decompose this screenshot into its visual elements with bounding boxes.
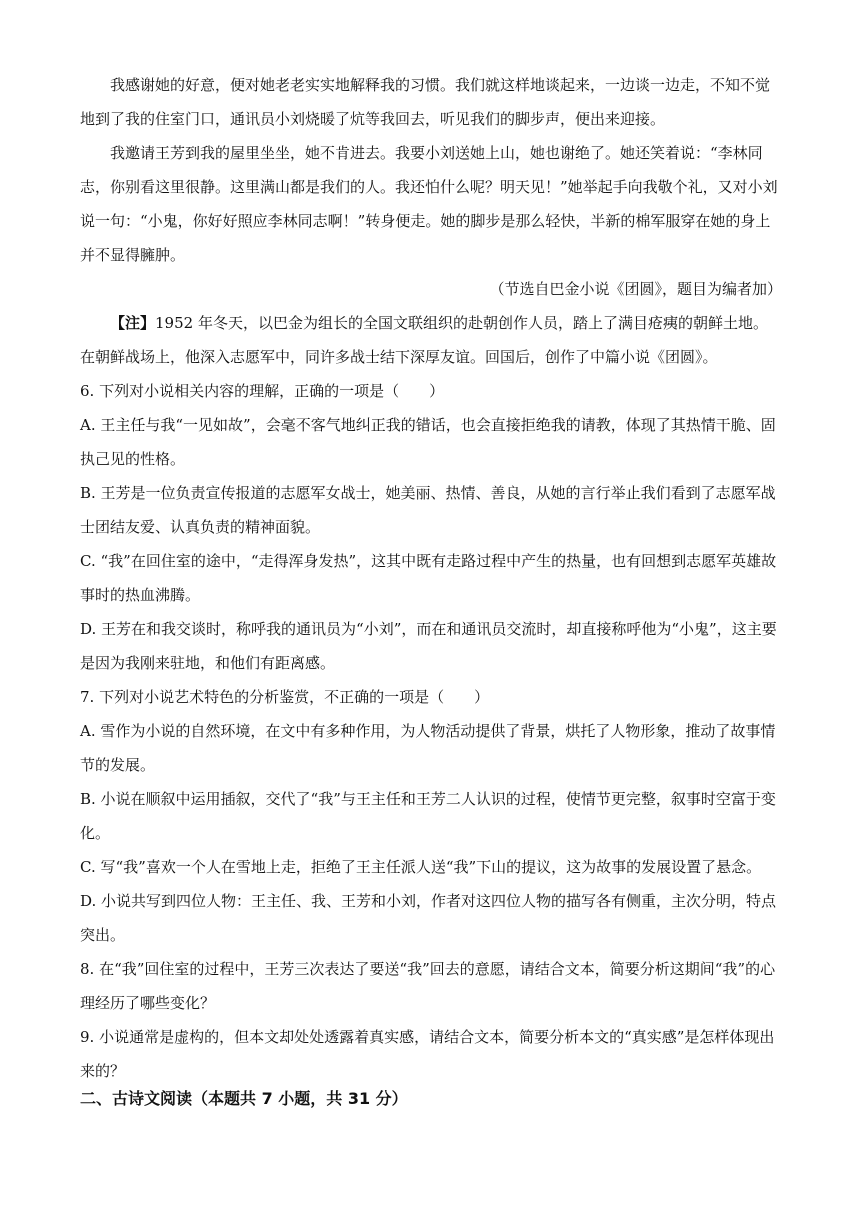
question-6-option-b: B. 王芳是一位负责宣传报道的志愿军女战士，她美丽、热情、善良，从她的言行举止我们看到了志愿军战士团结友爱、认真负责的精神面貌。 — [80, 484, 776, 536]
question-7-option-a: A. 雪作为小说的自然环境，在文中有多种作用，为人物活动提供了背景，烘托了人物形象，推动了故事情节的发展。 — [80, 722, 776, 774]
story-paragraph-2: 我邀请王芳到我的屋里坐坐，她不肯进去。我要小刘送她上山，她也谢绝了。她还笑着说：“李林同志，你别看这里很静。这里满山都是我们的人。我还怕什么呢？明天见！”她举起手向我敬个礼，又对小刘说一句：“小鬼，你好好照应李林同志啊！”转身便走。她的脚步是那么轻快，半新的棉军服穿在她的身上并不显得臃肿。 — [80, 144, 778, 264]
question-7-option-b: B. 小说在顺叙中运用插叙，交代了“我”与王主任和王芳二人认识的过程，使情节更完整，叙事时空富于变化。 — [80, 790, 776, 842]
question-6-option-d: D. 王芳在和我交谈时，称呼我的通讯员为“小刘”，而在和通讯员交流时，却直接称呼他为“小鬼”，这主要是因为我刚来驻地，和他们有距离感。 — [80, 620, 777, 672]
source-citation: （节选自巴金小说《团圆》，题目为编者加） — [489, 280, 782, 298]
note-label: 【注】 — [110, 314, 156, 332]
question-7-option-d: D. 小说共写到四位人物：王主任、我、王芳和小刘，作者对这四位人物的描写各有侧重，主次分明，特点突出。 — [80, 892, 777, 944]
story-paragraph-1: 我感谢她的好意，便对她老老实实地解释我的习惯。我们就这样地谈起来，一边谈一边走，不知不觉地到了我的住室门口，通讯员小刘烧暖了炕等我回去，听见我们的脚步声，便出来迎接。 — [80, 76, 771, 128]
question-6-option-a: A. 王主任与我“一见如故”，会毫不客气地纠正我的错话，也会直接拒绝我的请教，体现了其热情干脆、固执己见的性格。 — [80, 416, 776, 468]
section-2-heading: 二、古诗文阅读（本题共 7 小题，共 31 分） — [80, 1089, 408, 1108]
question-6-option-c: C. “我”在回住室的途中，“走得浑身发热”，这其中既有走路过程中产生的热量，也有回想到志愿军英雄故事时的热血沸腾。 — [80, 552, 777, 604]
question-7-stem: 7. 下列对小说艺术特色的分析鉴赏，不正确的一项是（ ） — [80, 688, 490, 706]
question-9: 9. 小说通常是虚构的，但本文却处处透露着真实感，请结合文本，简要分析本文的“真实感”是怎样体现出来的？ — [80, 1028, 775, 1080]
question-7-option-c: C. 写“我”喜欢一个人在雪地上走，拒绝了王主任派人送“我”下山的提议，这为故事的发展设置了悬念。 — [80, 858, 762, 876]
question-8: 8. 在“我”回住室的过程中，王芳三次表达了要送“我”回去的意愿，请结合文本，简要分析这期间“我”的心理经历了哪些变化？ — [80, 960, 776, 1012]
author-note — [80, 306, 782, 374]
note-text: 1952 年冬天，以巴金为组长的全国文联组织的赴朝创作人员，踏上了满目疮痍的朝鲜土地。在朝鲜战场上，他深入志愿军中，同许多战士结下深厚友谊。回国后，创作了中篇小说《团圆》。 — [80, 314, 768, 366]
question-6-stem: 6. 下列对小说相关内容的理解，正确的一项是（ ） — [80, 382, 445, 400]
